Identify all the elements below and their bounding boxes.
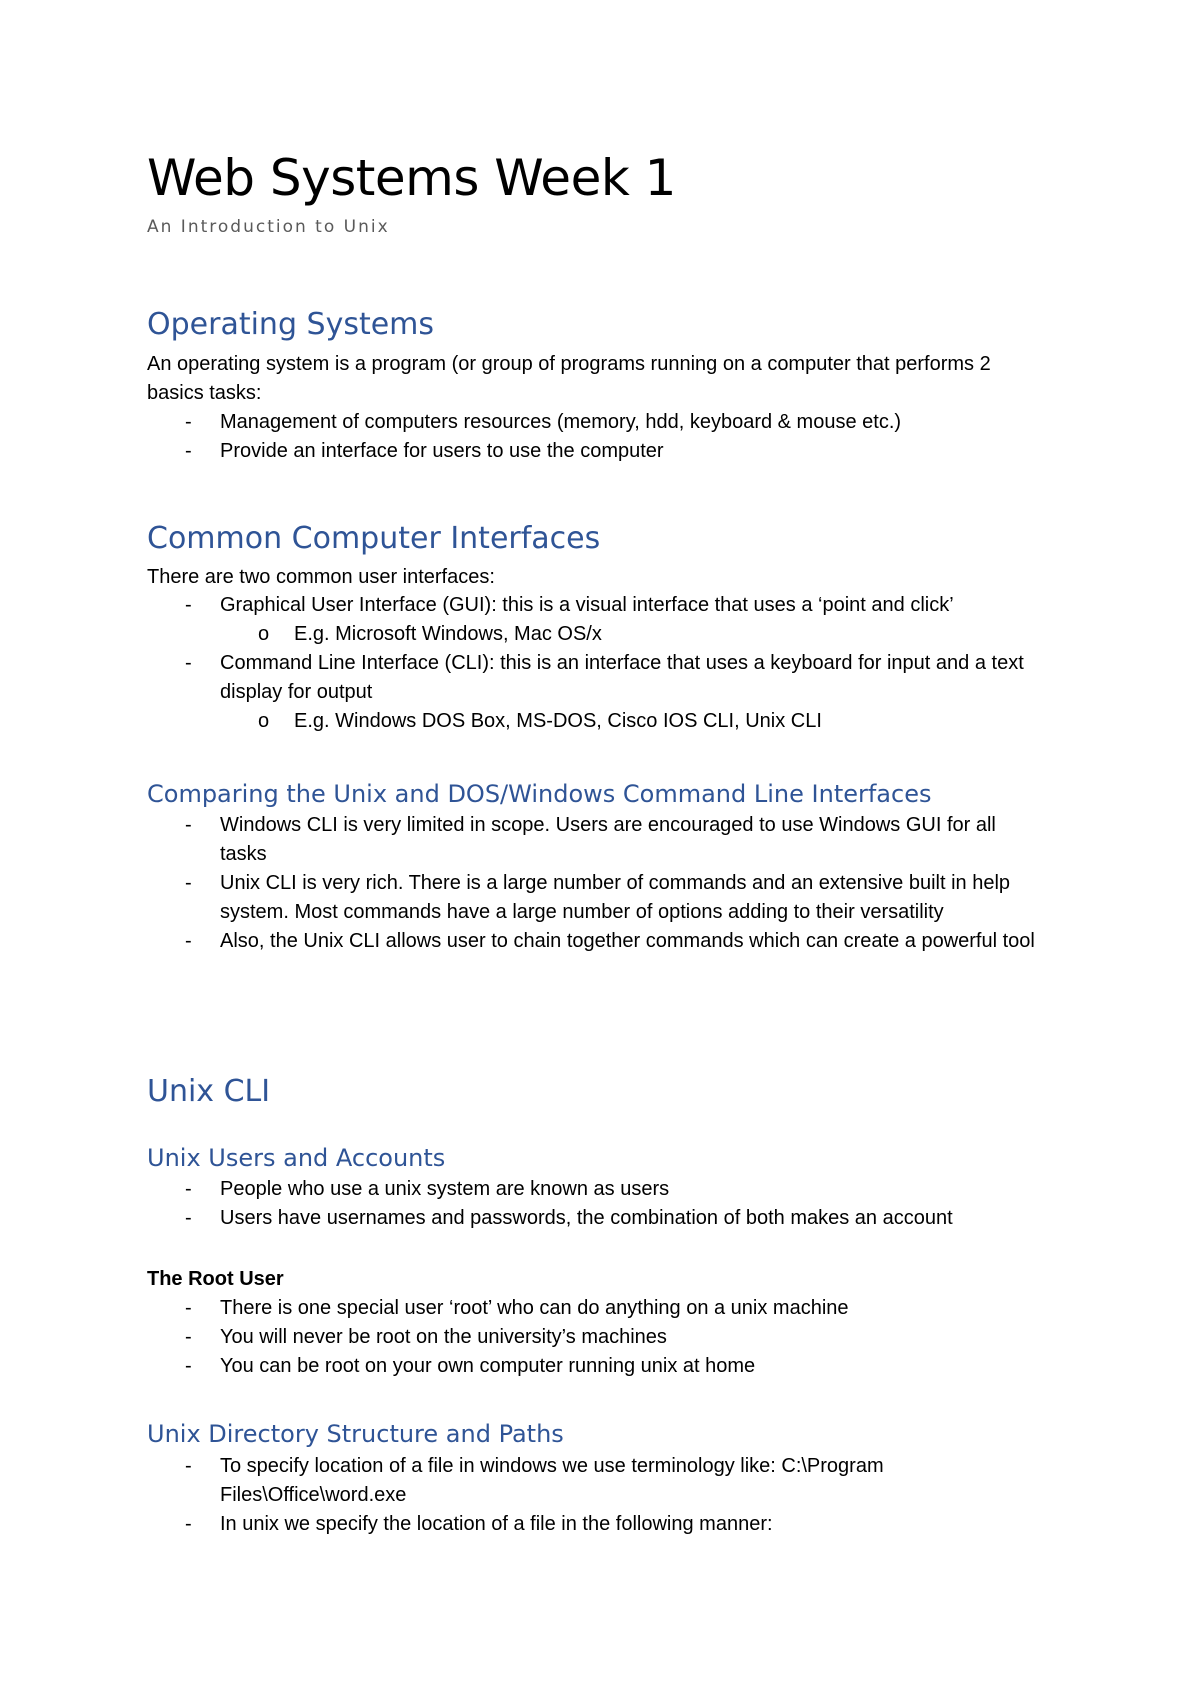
document-title: Web Systems Week 1 xyxy=(147,149,676,207)
list-item: - Graphical User Interface (GUI): this is a visual interface that uses a ‘point and click’ xyxy=(185,594,954,616)
cci-bullet-list xyxy=(147,591,1040,736)
cci-paragraph: There are two common user interfaces: xyxy=(147,566,495,588)
list-item: - You can be root on your own computer running unix at home xyxy=(185,1355,756,1377)
sub-list-item: o E.g. Windows DOS Box, MS-DOS, Cisco IOS CLI, Unix CLI xyxy=(258,710,822,732)
list-item: - Provide an interface for users to use the computer xyxy=(185,440,664,462)
list-item: - There is one special user ‘root’ who can do anything on a unix machine xyxy=(185,1297,849,1319)
heading-unix-users-accounts: Unix Users and Accounts xyxy=(147,1144,446,1172)
root-bullet-list xyxy=(147,1294,1040,1381)
os-bullet-list xyxy=(147,408,1040,466)
compare-bullet-list xyxy=(147,811,1040,956)
users-bullet-list xyxy=(147,1175,1040,1233)
list-item: - Windows CLI is very limited in scope. Users are encouraged to use Windows GUI for all tasks xyxy=(185,814,996,865)
sub-list-item: o E.g. Microsoft Windows, Mac OS/x xyxy=(258,623,602,645)
list-item: - Also, the Unix CLI allows user to chain together commands which can create a powerful tool xyxy=(185,930,1035,952)
list-item: - People who use a unix system are known as users xyxy=(185,1178,670,1200)
heading-comparing-cli: Comparing the Unix and DOS/Windows Command Line Interfaces xyxy=(147,780,932,808)
os-paragraph: An operating system is a program (or group of programs running on a computer that performs 2 basics tasks: xyxy=(147,353,991,404)
list-item: - In unix we specify the location of a file in the following manner: xyxy=(185,1513,773,1535)
dirs-bullet-list xyxy=(147,1452,1040,1539)
list-item: - To specify location of a file in windows we use terminology like: C:\Program Files\Office\word.exe xyxy=(185,1455,884,1506)
heading-root-user: The Root User xyxy=(147,1268,284,1290)
heading-common-computer-interfaces: Common Computer Interfaces xyxy=(147,521,601,556)
document-subtitle: An Introduction to Unix xyxy=(147,217,390,237)
heading-operating-systems: Operating Systems xyxy=(147,307,435,342)
list-item: - Users have usernames and passwords, the combination of both makes an account xyxy=(185,1207,953,1229)
heading-unix-cli: Unix CLI xyxy=(147,1074,271,1109)
list-item: - Command Line Interface (CLI): this is an interface that uses a keyboard for input and a text display for output xyxy=(185,652,1024,703)
list-item: - Unix CLI is very rich. There is a large number of commands and an extensive built in help system. Most commands have a large number of options adding to their versatility xyxy=(185,872,1011,923)
heading-unix-directory-structure: Unix Directory Structure and Paths xyxy=(147,1420,564,1448)
list-item: - You will never be root on the university’s machines xyxy=(185,1326,667,1348)
list-item: - Management of computers resources (memory, hdd, keyboard & mouse etc.) xyxy=(185,411,902,433)
